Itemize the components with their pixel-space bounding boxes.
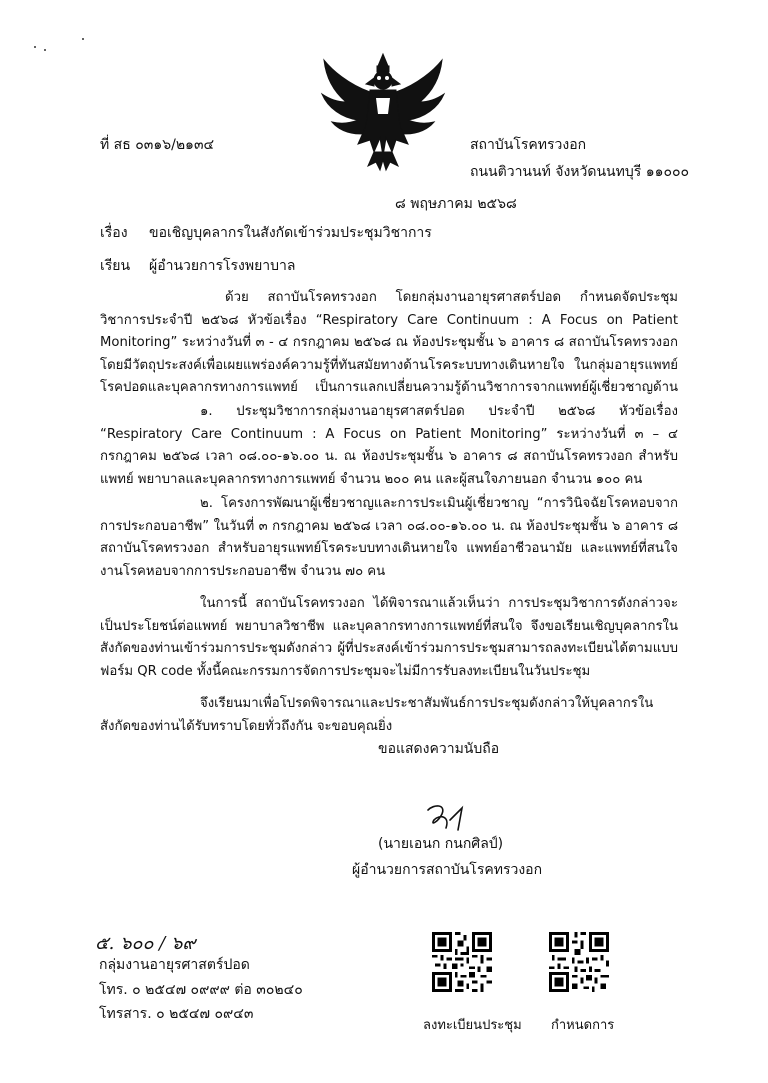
department-name: กลุ่มงานอายุรศาสตร์ปอด [99, 957, 250, 973]
qr-caption-registration: ลงทะเบียนประชุม [423, 1018, 522, 1033]
signature-icon [420, 800, 480, 840]
closing-regards: ขอแสดงความนับถือ [378, 741, 500, 757]
body-paragraph-invitation: ในการนี้ สถาบันโรคทรวงอก ได้พิจารณาแล้วเห็นว่า การประชุมวิชาการดังกล่าวจะเป็นประโยชน์ต่อแพทย์ พยาบาลวิชาชีพ และบุคลากรทางการแพทย์ที่สนใจ จึงขอเรียนเชิญบุคลากรในสังกัดของท่านเข้าร่วมการประชุมดังกล่าว ผู้ที่ประสงค์เข้าร่วมการประชุมสามารถลงทะเบียนได้ตามแบบฟอร์ม QR code ทั้งนี้คณะกรรมการจัดการประชุมจะไม่มีการรับลงทะเบียนในวันประชุม [100, 596, 678, 679]
document-date: ๘ พฤษภาคม ๒๕๖๘ [395, 196, 517, 212]
organization-address: ถนนติวานนท์ จังหวัดนนทบุรี ๑๑๐๐๐ [470, 164, 690, 180]
organization-name: สถาบันโรคทรวงอก [470, 137, 587, 153]
qr-code-icon[interactable] [432, 932, 492, 992]
body-item-2: ๒. โครงการพัฒนาผู้เชี่ยวชาญและการประเมินผู้เชี่ยวชาญ “การวินิจฉัยโรคหอบจากการประกอบอาชีพ” ในวันที่ ๓ กรกฎาคม ๒๕๖๘ เวลา ๐๘.๐๐-๑๖.๐๐ น. ณ ห้องประชุมชั้น ๖ อาคาร ๘ สถาบันโรคทรวงอก สำหรับอายุรแพทย์โรคระบบทางเดินหายใจ แพทย์อาชีวอนามัย และแพทย์ที่สนใจงานโรคหอบจากการประกอบอาชีพ จำนวน ๗๐ คน [100, 496, 678, 579]
recipient-label: เรียน [100, 258, 131, 274]
subject-text: ขอเชิญบุคลากรในสังกัดเข้าร่วมประชุมวิชาการ [149, 225, 432, 241]
scan-speck [44, 49, 46, 51]
subject-label: เรื่อง [100, 225, 128, 241]
qr-caption-schedule: กำหนดการ [551, 1018, 615, 1033]
body-item-1: ๑. ประชุมวิชาการกลุ่มงานอายุรศาสตร์ปอด ประจำปี ๒๕๖๘ หัวข้อเรื่อง “Respiratory Care Continuum : A Focus on Patient Monitoring” ระหว่างวันที่ ๓ – ๔ กรกฎาคม ๒๕๖๘ เวลา ๐๘.๐๐-๑๖.๐๐ น. ณ ห้องประชุมชั้น ๖ อาคาร ๘ สถาบันโรคทรวงอก สำหรับแพทย์ พยาบาลและบุคลากรทางการแพทย์ จำนวน ๒๐๐ คน และผู้สนใจภายนอก จำนวน ๑๐๐ คน [100, 404, 678, 487]
handwritten-note: ๕. ๖๐๐ / ๖๙ [95, 933, 196, 954]
signer-name: (นายเอนก กนกศิลป์) [378, 836, 504, 852]
body-paragraph-closing: จึงเรียนมาเพื่อโปรดพิจารณาและประชาสัมพันธ์การประชุมดังกล่าวให้บุคลากรในสังกัดของท่านได้รับทราบโดยทั่วถึงกัน จะขอบคุณยิ่ง [100, 696, 654, 734]
scan-speck [34, 46, 36, 48]
recipient-text: ผู้อำนวยการโรงพยาบาล [149, 258, 296, 274]
garuda-emblem-icon [318, 48, 448, 173]
fax-number: โทรสาร. ๐ ๒๕๔๗ ๐๙๔๓ [99, 1006, 254, 1022]
body-paragraph-intro: ด้วย สถาบันโรคทรวงอก โดยกลุ่มงานอายุรศาสตร์ปอด กำหนดจัดประชุมวิชาการประจำปี ๒๕๖๘ หัวข้อเรื่อง “Respiratory Care Continuum : A Focus on Patient Monitoring” ระหว่างวันที่ ๓ - ๔ กรกฎาคม ๒๕๖๘ ณ ห้องประชุมชั้น ๖ อาคาร ๘ สถาบันโรคทรวงอก โดยมีวัตถุประสงค์เพื่อเผยแพร่องค์ความรู้ที่ทันสมัยทางด้านโรคระบบทางเดินหายใจ ในกลุ่มอายุรแพทย์โรคปอดและบุคลากรทางการแพทย์ เป็นการแลกเปลี่ยนความรู้ด้านวิชาการจากแพทย์ผู้เชี่ยวชาญด้าน [100, 290, 678, 395]
reference-number: ที่ สธ ๐๓๑๖/๒๑๓๔ [100, 137, 215, 153]
signer-title: ผู้อำนวยการสถาบันโรคทรวงอก [352, 862, 543, 878]
qr-code-icon[interactable] [549, 932, 609, 992]
phone-number: โทร. ๐ ๒๕๔๗ ๐๙๙๙ ต่อ ๓๐๒๔๐ [99, 982, 303, 998]
scan-speck [82, 38, 84, 40]
